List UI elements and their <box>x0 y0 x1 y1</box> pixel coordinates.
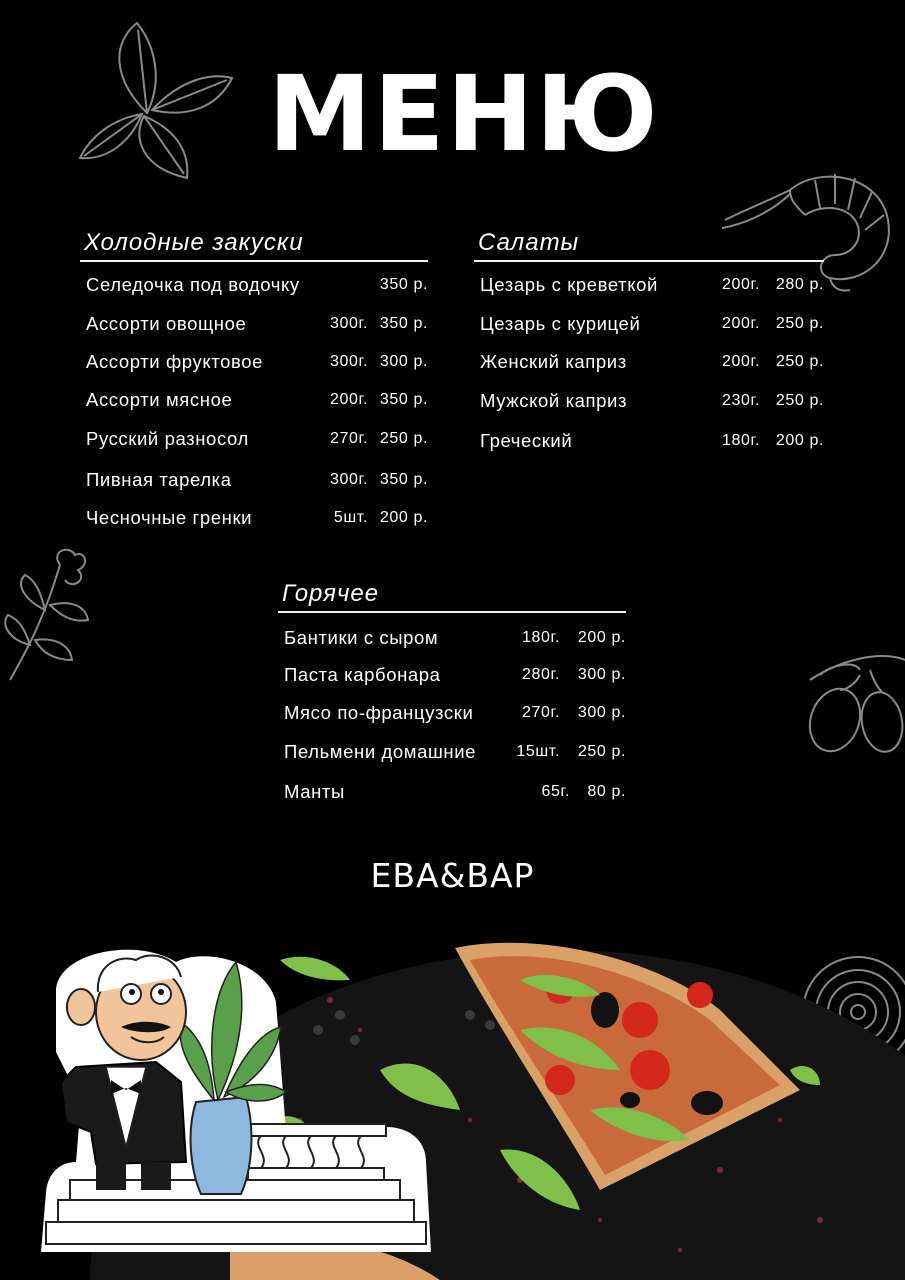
section-title: Холодные закуски <box>84 229 304 256</box>
item-price: 250 р. <box>775 353 824 370</box>
item-price: 350 р. <box>379 391 428 408</box>
menu-item <box>474 390 824 420</box>
item-name: Селедочка под водочку <box>86 274 300 295</box>
section-hot-dishes <box>278 577 626 802</box>
item-weight: 300г. <box>329 353 368 370</box>
item-name: Цезарь с курицей <box>480 313 641 334</box>
item-name: Мужской каприз <box>480 390 628 411</box>
item-name: Бантики с сыром <box>284 627 439 648</box>
item-name: Манты <box>284 781 345 802</box>
item-price: 350 р. <box>379 315 428 332</box>
item-name: Пельмени домашние <box>284 741 477 762</box>
item-price: 300 р. <box>379 353 428 370</box>
menu-item <box>474 274 824 304</box>
item-price: 350 р. <box>379 471 428 488</box>
menu-item <box>474 351 824 381</box>
item-price: 250 р. <box>379 430 428 447</box>
item-weight: 5шт. <box>333 509 368 526</box>
item-name: Цезарь с креветкой <box>480 274 658 295</box>
section-title: Горячее <box>282 580 380 607</box>
item-weight: 230г. <box>721 392 760 409</box>
parsley-icon <box>0 545 95 685</box>
menu-item <box>80 351 428 381</box>
menu-item <box>80 469 428 499</box>
menu-item <box>278 664 626 694</box>
item-weight: 280г. <box>521 666 560 683</box>
item-weight: 270г. <box>521 704 560 721</box>
item-name: Мясо по-французски <box>284 702 474 723</box>
menu-item <box>474 430 824 460</box>
section-salads <box>474 226 824 451</box>
section-divider <box>80 260 428 262</box>
menu-item <box>80 389 428 419</box>
item-weight: 180г. <box>521 629 560 646</box>
item-weight: 200г. <box>721 315 760 332</box>
item-price: 300 р. <box>577 704 626 721</box>
item-weight: 270г. <box>329 430 368 447</box>
menu-item <box>278 781 626 811</box>
item-weight: 200г. <box>721 276 760 293</box>
item-name: Греческий <box>480 430 573 451</box>
menu-title: МЕНЮ <box>268 53 660 175</box>
item-name: Ассорти фруктовое <box>86 351 263 372</box>
item-name: Ассорти овощное <box>86 313 247 334</box>
item-name: Паста карбонара <box>284 664 441 685</box>
section-divider <box>474 260 824 262</box>
item-price: 350 р. <box>379 276 428 293</box>
item-name: Русский разносол <box>86 428 249 449</box>
item-weight: 65г. <box>541 783 570 800</box>
item-weight: 300г. <box>329 471 368 488</box>
menu-item <box>278 741 626 771</box>
menu-item <box>80 428 428 458</box>
item-price: 200 р. <box>379 509 428 526</box>
section-divider <box>278 611 626 613</box>
item-weight: 300г. <box>329 315 368 332</box>
brand-logo: ЕВА&ВАР <box>370 856 535 895</box>
olive-branch-icon <box>800 640 905 765</box>
item-price: 200 р. <box>775 432 824 449</box>
menu-item <box>278 627 626 657</box>
item-weight: 180г. <box>721 432 760 449</box>
item-price: 80 р. <box>587 783 626 800</box>
item-price: 250 р. <box>577 743 626 760</box>
item-weight: 200г. <box>721 353 760 370</box>
item-price: 250 р. <box>775 315 824 332</box>
item-weight: 15шт. <box>516 743 560 760</box>
item-price: 200 р. <box>577 629 626 646</box>
item-name: Пивная тарелка <box>86 469 232 490</box>
waiter-sticker-image <box>36 932 446 1262</box>
item-name: Женский каприз <box>480 351 627 372</box>
item-price: 300 р. <box>577 666 626 683</box>
section-cold-appetizers <box>80 226 428 528</box>
item-name: Чесночные гренки <box>86 507 253 528</box>
menu-item <box>80 507 428 537</box>
item-price: 250 р. <box>775 392 824 409</box>
item-price: 280 р. <box>775 276 824 293</box>
menu-item <box>80 313 428 343</box>
item-name: Ассорти мясное <box>86 389 233 410</box>
item-weight: 200г. <box>329 391 368 408</box>
section-title: Салаты <box>478 229 580 256</box>
menu-item <box>80 274 428 304</box>
menu-item <box>474 313 824 343</box>
menu-item <box>278 702 626 732</box>
